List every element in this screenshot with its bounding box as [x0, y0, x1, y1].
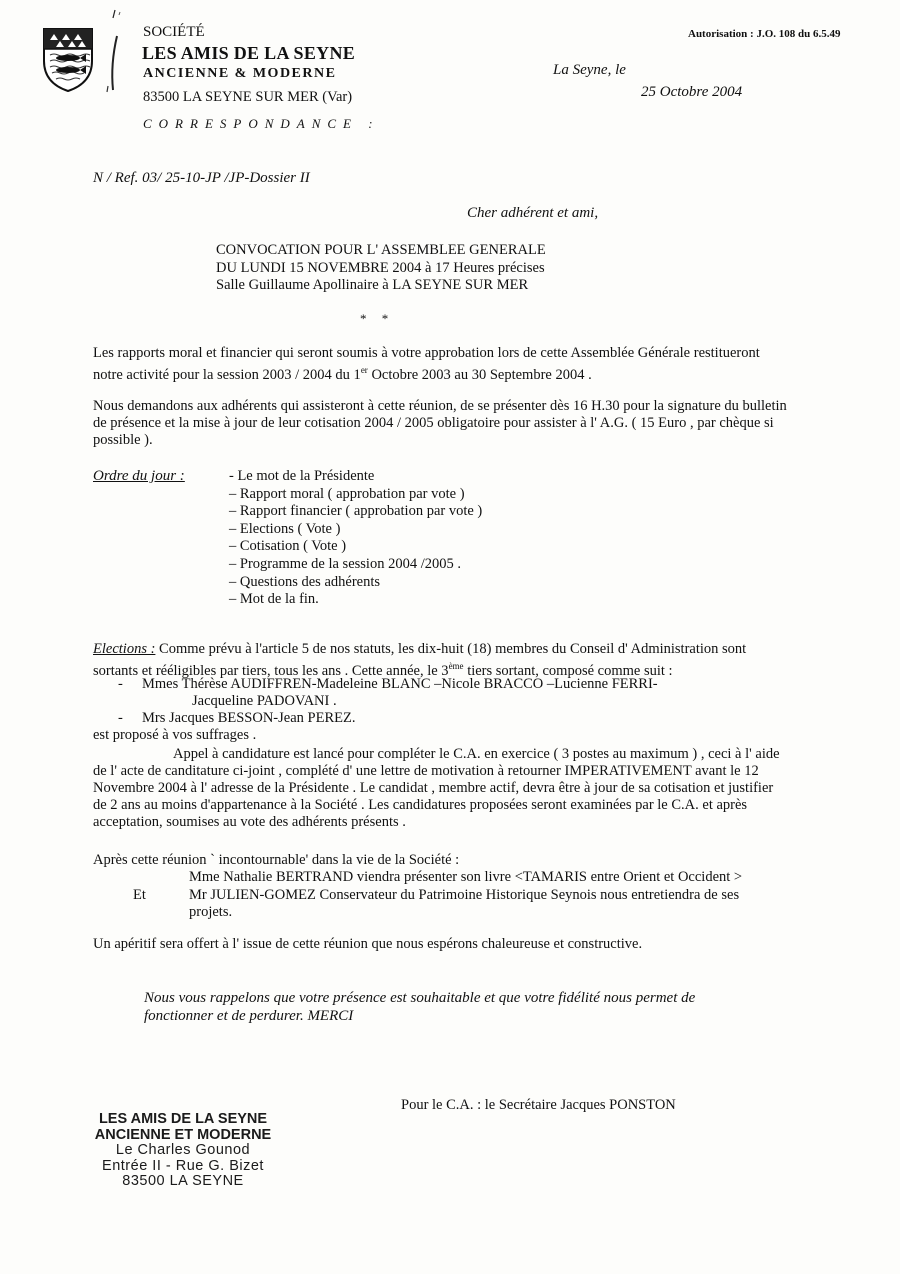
talk-et: Et — [133, 887, 146, 903]
letter-date: 25 Octobre 2004 — [641, 84, 743, 100]
paragraph-rapports-text: Les rapports moral et financier qui seront soumis à votre approbation lors de cette Assemblée Générale restitueront notre activité pour la session 2003 / 2004 du 1 — [93, 345, 760, 383]
agenda-item: – Cotisation ( Vote ) — [229, 538, 347, 555]
elections-mmes-cont: Jacqueline PADOVANI . — [192, 693, 337, 709]
letterhead-societe: SOCIÉTÉ — [143, 24, 205, 40]
elections-text: Comme prévu à l'article 5 de nos statuts, les dix-huit (18) membres du Conseil d' Administration sont sortants et rééligibles par tiers, tous les ans . Cette année, le 3 — [93, 641, 747, 679]
agenda-item: – Rapport moral ( approbation par vote ) — [229, 485, 465, 502]
stamp-line-5: 83500 LA SEYNE — [122, 1173, 244, 1189]
stamp-line-3: Le Charles Gounod — [115, 1142, 251, 1158]
place: La Seyne, le — [553, 62, 626, 78]
paragraph-rapports-text-end: Octobre 2003 au 30 Septembre 2004 . — [367, 366, 592, 383]
paragraph-aperitif: Un apéritif sera offert à l' issue de cette réunion que nous espérons chaleureuse et constructive. — [93, 936, 643, 952]
agenda-item: – Elections ( Vote ) — [229, 520, 341, 537]
elections-label: Elections : — [93, 641, 156, 657]
elections-mrs-text: Mrs Jacques BESSON-Jean PEREZ. — [142, 710, 356, 726]
talk-julien-gomez: Mr JULIEN-GOMEZ Conservateur du Patrimoine Historique Seynois nous entretiendra de ses projets. — [189, 887, 740, 920]
address-stamp — [83, 1112, 283, 1190]
convocation-line-2: DU LUNDI 15 NOVEMBRE 2004 à 17 Heures précises — [216, 259, 545, 276]
paragraph-apres: Après cette réunion ` incontournable' dans la vie de la Société : — [93, 852, 460, 868]
agenda-item: – Programme de la session 2004 /2005 . — [229, 555, 461, 572]
stamp-line-2: ANCIENNE ET MODERNE — [94, 1126, 272, 1143]
agenda-item: – Rapport financier ( approbation par vote ) — [229, 503, 483, 520]
paragraph-presence: Nous demandons aux adhérents qui assisteront à cette réunion, de se présenter dès 16 H.30 pour la signature du bulletin de présence et la mise à jour de leur cotisation 2004 / 2005 obligatoire pour assister à l' A.G. ( 15 Euro , par chèque si possible ). — [93, 398, 787, 448]
stamp-line-1: LES AMIS DE LA SEYNE — [98, 1111, 268, 1127]
agenda-item: – Mot de la fin. — [229, 591, 319, 608]
paragraph-elections — [93, 641, 793, 680]
paragraph-rapports — [93, 345, 793, 384]
talk-bertrand: Mme Nathalie BERTRAND viendra présenter son livre <TAMARIS entre Orient et Occident > — [189, 869, 743, 885]
greeting: Cher adhérent et ami, — [467, 205, 599, 221]
letterhead-correspondance: CORRESPONDANCE : — [143, 116, 380, 131]
separator: * * — [360, 311, 395, 326]
signature: Pour le C.A. : le Secrétaire Jacques PONSTON — [401, 1097, 676, 1113]
superscript: er — [360, 365, 368, 375]
coat-of-arms-icon — [42, 27, 94, 93]
letterhead-subtitle: ANCIENNE & MODERNE — [143, 66, 337, 81]
letterhead-name: LES AMIS DE LA SEYNE — [142, 43, 356, 63]
closing-note: Nous vous rappelons que votre présence est souhaitable et que votre fidélité nous permet de fonctionner et de perdurer. MERCI — [144, 990, 696, 1024]
agenda-list — [229, 468, 482, 609]
agenda-label: Ordre du jour : — [93, 468, 185, 484]
reference: N / Ref. 03/ 25-10-JP /JP-Dossier II — [93, 170, 310, 186]
convocation-line-3: Salle Guillaume Apollinaire à LA SEYNE SUR MER — [216, 277, 529, 293]
list-dash: - — [118, 710, 123, 726]
elections-mrs — [118, 710, 355, 727]
convocation-title — [216, 242, 636, 295]
stamp-line-4: Entrée II - Rue G. Bizet — [102, 1157, 264, 1174]
elections-text-end: tiers sortant, composé comme suit : — [463, 662, 673, 679]
letterhead-address: 83500 LA SEYNE SUR MER (Var) — [143, 89, 353, 105]
elections-mmes-text: Mmes Thérèse AUDIFFREN-Madeleine BLANC –Nicole BRACCO –Lucienne FERRI- — [142, 676, 658, 692]
agenda-item: – Questions des adhérents — [229, 573, 381, 590]
list-dash: - — [118, 676, 123, 692]
authorisation: Autorisation : J.O. 108 du 6.5.49 — [688, 28, 841, 40]
agenda-item: - Le mot de la Présidente — [229, 468, 375, 484]
paragraph-appel: Appel à candidature est lancé pour compléter le C.A. en exercice ( 3 postes au maximum ) , ceci à l' aide de l' acte de canditature ci-joint , complété d' une lettre de motivation à retourner IMPERATIVEMENT avant le 12 Novembre 2004 à l' adresse de la Présidente . Le candidat , membre actif, devra être à jour de sa cotisation et justifier de 2 ans au moins d'appartenance à la Société . Les candidatures proposées seront examinées par le C.A. et après acceptation, soumises au vote des adhérents présents . — [93, 746, 780, 830]
elections-propose: est proposé à vos suffrages . — [93, 727, 257, 743]
superscript: ème — [448, 661, 464, 671]
convocation-line-1: CONVOCATION POUR L' ASSEMBLEE GENERALE — [216, 242, 546, 258]
elections-mmes — [118, 676, 658, 693]
handwritten-mark — [101, 8, 123, 98]
